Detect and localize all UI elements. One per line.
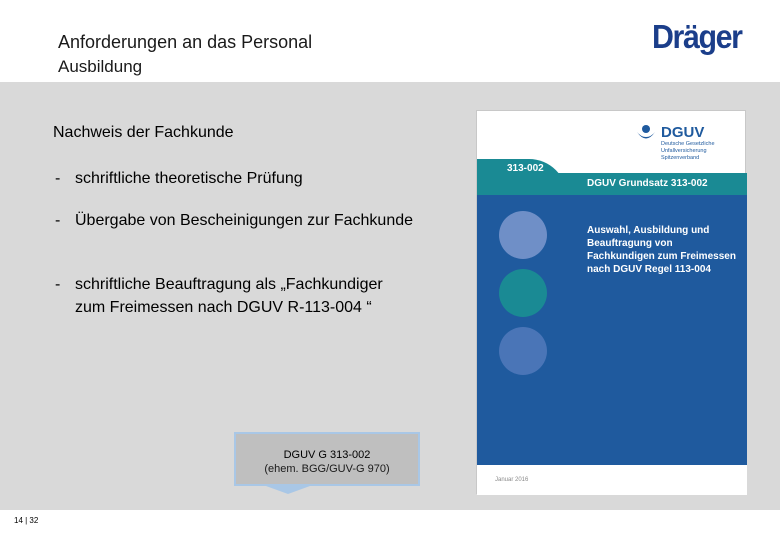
dguv-logo	[635, 123, 745, 163]
cover-series: DGUV Grundsatz 313-002	[587, 178, 708, 189]
bullet-item	[55, 273, 415, 319]
draeger-logo: Dräger	[652, 18, 742, 55]
cover-circle-teal	[499, 269, 547, 317]
bullet-item	[55, 209, 415, 232]
bullet-text: schriftliche theoretische Prüfung	[75, 170, 303, 187]
caption-callout	[234, 432, 420, 486]
cover-footer	[477, 465, 747, 495]
cover-circle-blue	[499, 327, 547, 375]
cover-title: Auswahl, Ausbildung und Beauftragung von Fachkundigen zum Freimessen nach DGUV Regel 113-004	[587, 225, 736, 275]
bullet-text: schriftliche Beauftragung als „Fachkundiger zum Freimessen nach DGUV R-113-004 “	[75, 276, 383, 316]
bullet-dash: -	[55, 170, 61, 187]
caption-document-id: DGUV G 313-002	[283, 449, 371, 461]
bullet-dash: -	[55, 276, 61, 293]
cover-code: 313-002	[507, 163, 544, 174]
caption-former-id: (ehem. BGG/GUV-G 970)	[264, 463, 390, 475]
bullet-dash: -	[55, 212, 61, 229]
cover-circle-light-blue	[499, 211, 547, 259]
bullet-item	[55, 167, 415, 190]
slide-title: Anforderungen an das Personal	[58, 32, 313, 52]
section-heading: Nachweis der Fachkunde	[53, 124, 234, 141]
cover-date: Januar 2016	[495, 477, 529, 483]
dguv-subtitle: Deutsche Gesetzliche Unfallversicherung Spitzenverband	[661, 141, 715, 161]
dguv-wordmark: DGUV	[661, 124, 705, 141]
document-cover-image	[476, 110, 746, 494]
caption-pointer	[266, 486, 310, 494]
page-number: 14 | 32	[14, 516, 39, 525]
slide-subtitle: Ausbildung	[58, 57, 143, 76]
dguv-mark-icon	[635, 123, 657, 145]
slide-header	[0, 0, 780, 82]
bullet-text: Übergabe von Bescheinigungen zur Fachkunde	[75, 212, 414, 229]
